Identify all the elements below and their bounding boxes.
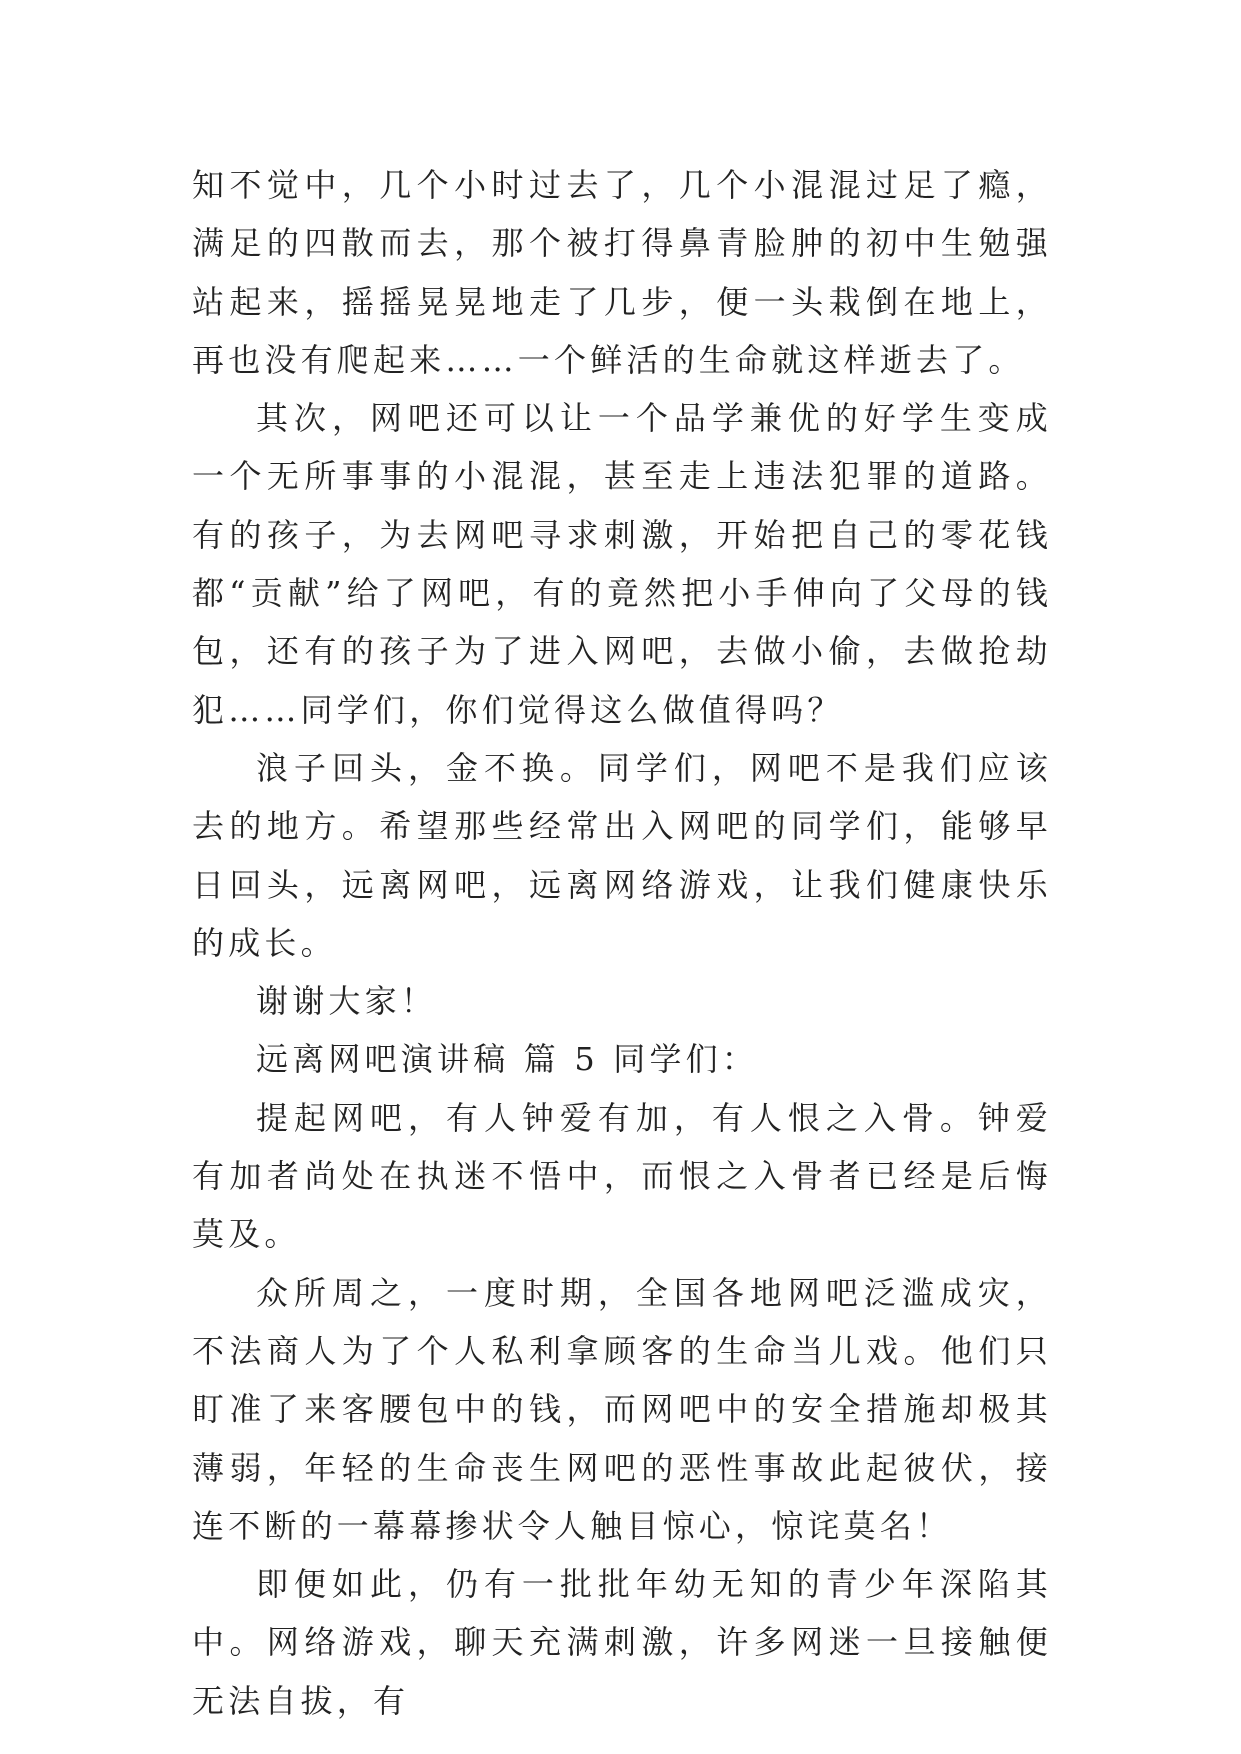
paragraph-thanks: 谢谢大家！	[256, 982, 438, 1021]
paragraph-accidents: 众所周之，一度时期，全国各地网吧泛滥成灾，不法商人为了个人私利拿顾客的生命当儿戏。他们只盯准了来客腰包中的钱，而网吧中的安全措施却极其薄弱，年轻的生命丧生网吧的恶性事故此起彼伏，接连不断的一幕幕掺状令人触目惊心，惊诧莫名！	[192, 1273, 1052, 1545]
paragraph-continuation: 知不觉中，几个小时过去了，几个小混混过足了瘾，满足的四散而去，那个被打得鼻青脸肿的初中生勉强站起来，摇摇晃晃地走了几步，便一头栽倒在地上，再也没有爬起来……一个鲜活的生命就这样逝去了。	[192, 166, 1052, 379]
paragraph-internet-cafe-harm: 其次，网吧还可以让一个品学兼优的好学生变成一个无所事事的小混混，甚至走上违法犯罪的道路。有的孩子，为去网吧寻求刺激，开始把自己的零花钱都“贡献”给了网吧，有的竟然把小手伸向了父母的钱包，还有的孩子为了进入网吧，去做小偷，去做抢劫犯……同学们，你们觉得这么做值得吗？	[192, 399, 1052, 729]
document-body	[192, 156, 1052, 1730]
paragraph-addiction: 即便如此，仍有一批批年幼无知的青少年深陷其中。网络游戏，聊天充满刺激，许多网迷一旦接触便无法自拔，有	[192, 1565, 1052, 1720]
paragraph-love-hate: 提起网吧，有人钟爱有加，有人恨之入骨。钟爱有加者尚处在执迷不悟中，而恨之入骨者已经是后悔莫及。	[192, 1098, 1052, 1254]
speech-heading: 远离网吧演讲稿 篇 5 同学们：	[256, 1040, 759, 1079]
paragraph-come-back: 浪子回头，金不换。同学们，网吧不是我们应该去的地方。希望那些经常出入网吧的同学们，能够早日回头，远离网吧，远离网络游戏，让我们健康快乐的成长。	[192, 748, 1052, 962]
